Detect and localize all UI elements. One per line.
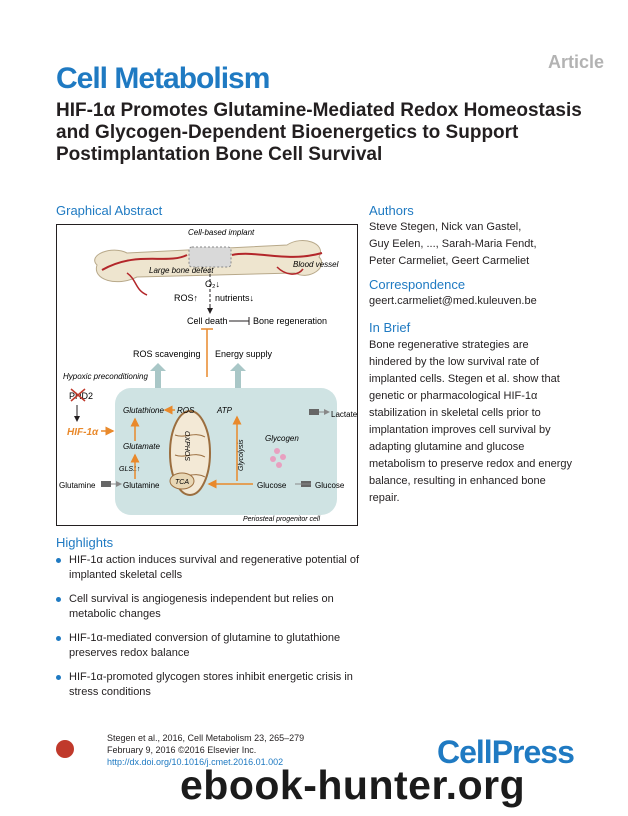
citation-line-2: February 9, 2016 ©2016 Elsevier Inc. <box>107 745 257 755</box>
in-brief-line: adapting glutamine and glucose <box>369 441 525 453</box>
authors-list <box>369 219 609 270</box>
citation-line-1: Stegen et al., 2016, Cell Metabolism 23, 265–279 <box>107 733 305 743</box>
highlight-item: HIF-1α action induces survival and regenerative potential of implanted skeletal cells <box>56 553 366 583</box>
label-o2: O₂↓ <box>205 279 220 289</box>
bullet-icon <box>56 597 61 602</box>
authors-line: Steve Stegen, Nick van Gastel, <box>369 221 522 233</box>
in-brief-line: stabilization in skeletal cells prior to <box>369 407 541 419</box>
in-brief-line: implanted cells. Stegen et al. show that <box>369 373 560 385</box>
label-oxphos: OXPHOS <box>183 431 190 461</box>
in-brief-line: Bone regenerative strategies are <box>369 339 529 351</box>
in-brief-line: repair. <box>369 492 400 504</box>
bullet-icon <box>56 636 61 641</box>
in-brief-heading: In Brief <box>369 320 411 335</box>
correspondence-email[interactable]: geert.carmeliet@med.kuleuven.be <box>369 295 537 307</box>
label-glucose-outside: Glucose <box>315 481 345 490</box>
label-phd2: PHD2 <box>69 391 94 401</box>
watermark-text: ebook-hunter.org <box>180 762 526 808</box>
label-tca: TCA <box>175 479 189 486</box>
article-title: HIF-1α Promotes Glutamine-Mediated Redox Homeostasis and Glycogen-Dependent Bioenergetics to Support Postimplantation Bone Cell Survival <box>56 100 582 165</box>
label-cell-implant: Cell-based implant <box>188 228 255 237</box>
authors-line: Guy Eelen, ..., Sarah-Maria Fendt, <box>369 238 537 250</box>
label-energy-supply: Energy supply <box>215 349 273 359</box>
label-hypoxic-preconditioning: Hypoxic preconditioning <box>63 372 148 381</box>
doi-link[interactable]: http://dx.doi.org/10.1016/j.cmet.2016.01.002 <box>107 757 284 767</box>
label-glycogen: Glycogen <box>265 434 299 443</box>
label-lactate: Lactate <box>331 410 357 419</box>
label-glutamine-inside: Glutamine <box>123 481 160 490</box>
crossmark-icon[interactable] <box>56 740 74 758</box>
label-ros-up: ROS↑ <box>174 293 199 303</box>
highlight-item: Cell survival is angiogenesis independent but relies on metabolic changes <box>56 592 366 622</box>
label-blood-vessel: Blood vessel <box>293 260 339 269</box>
label-cell-death: Cell death <box>187 316 228 326</box>
label-glutamate: Glutamate <box>123 442 160 451</box>
label-hif: HIF-1α <box>67 427 99 438</box>
label-large-bone-defect: Large bone defect <box>149 266 214 275</box>
label-ros: ROS <box>177 406 195 415</box>
bullet-icon <box>56 675 61 680</box>
graphical-abstract-figure <box>56 224 358 526</box>
label-atp: ATP <box>217 406 232 415</box>
authors-heading: Authors <box>369 203 414 218</box>
highlight-item: HIF-1α-promoted glycogen stores inhibit energetic crisis in stress conditions <box>56 670 366 700</box>
graphical-abstract-diagram <box>57 225 357 525</box>
in-brief-line: metabolism to preserve redox and energy <box>369 458 572 470</box>
correspondence-heading: Correspondence <box>369 277 466 292</box>
in-brief-line: implantation improves cell survival by <box>369 424 551 436</box>
label-glucose-inside: Glucose <box>257 481 287 490</box>
in-brief-text <box>369 337 609 507</box>
label-glycolysis: Glycolysis <box>238 439 245 471</box>
journal-name: Cell Metabolism <box>56 62 270 95</box>
highlights-heading: Highlights <box>56 535 114 550</box>
label-nutrients-down: nutrients↓ <box>215 293 255 303</box>
graphical-abstract-heading: Graphical Abstract <box>56 203 163 218</box>
label-bone-regeneration: Bone regeneration <box>253 316 328 326</box>
label-ros-scavenging: ROS scavenging <box>133 349 201 359</box>
label-glutathione: Glutathione <box>123 406 164 415</box>
label-glutamine-outside: Glutamine <box>59 481 96 490</box>
bullet-icon <box>56 558 61 563</box>
in-brief-line: genetic or pharmacological HIF-1α <box>369 390 538 402</box>
publisher-logo: CellPress <box>437 734 574 770</box>
authors-line: Peter Carmeliet, Geert Carmeliet <box>369 255 530 267</box>
label-cell-type: Periosteal progenitor cell <box>243 516 321 523</box>
label-gls1: GLS1↑ <box>119 466 141 473</box>
article-type-label: Article <box>547 52 604 72</box>
in-brief-line: balance, resulting in enhanced bone <box>369 475 546 487</box>
in-brief-line: hindered by the low survival rate of <box>369 356 539 368</box>
highlight-item: HIF-1α-mediated conversion of glutamine to glutathione preserves redox balance <box>56 631 366 661</box>
